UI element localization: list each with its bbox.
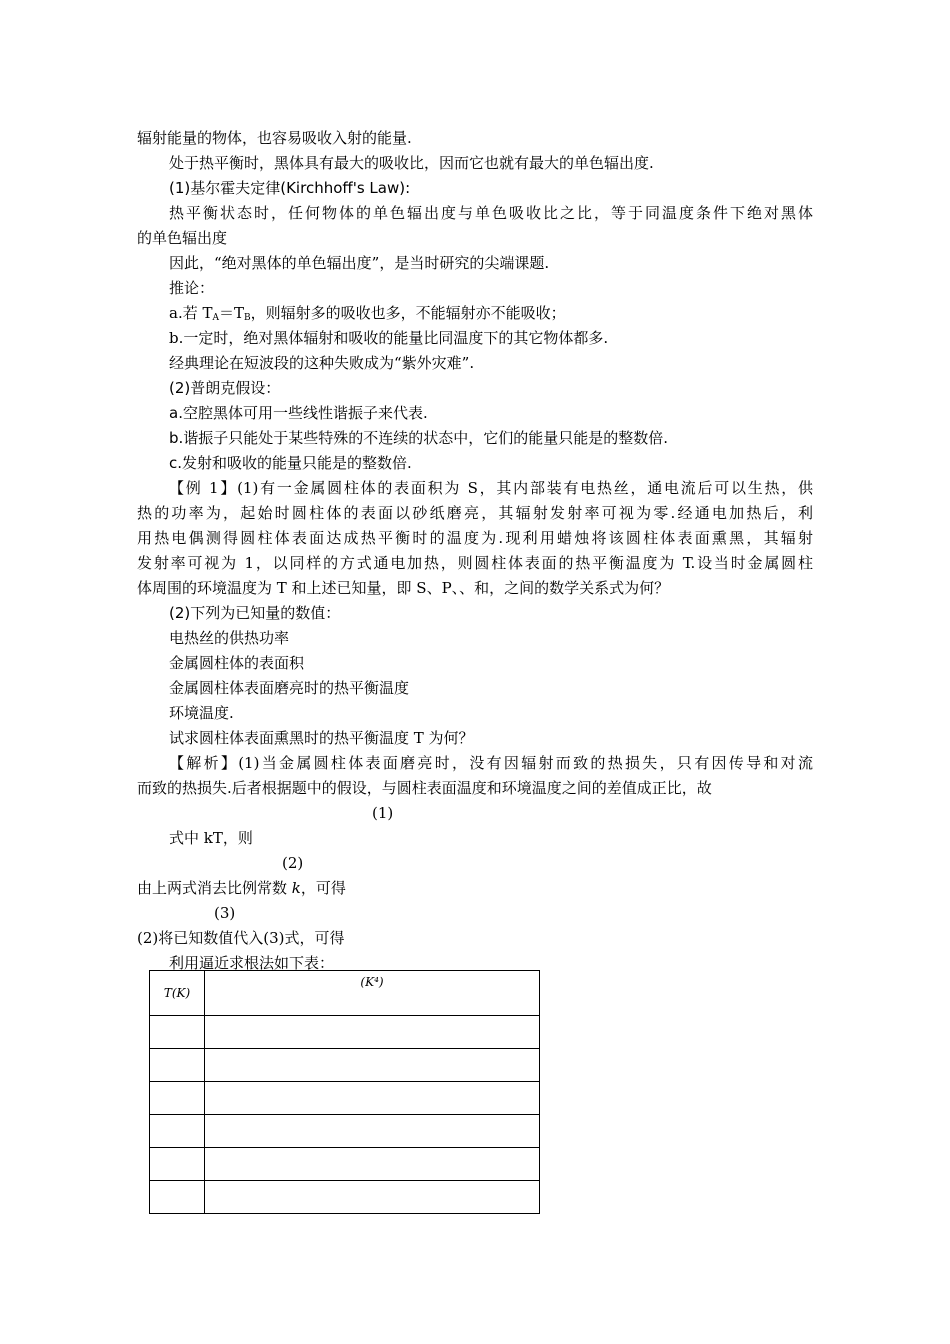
text-line: 电热丝的供热功率 — [169, 629, 290, 647]
example-line: 热的功率为，起始时圆柱体的表面以砂纸磨亮，其辐射发射率可视为零.经通电加热后，利 — [137, 504, 813, 522]
text-line: 推论： — [169, 279, 215, 297]
text-line: b.一定时，绝对黑体辐射和吸收的能量比同温度下的其它物体都多. — [169, 329, 609, 347]
text-fragment: ，则辐射多的吸收也多，不能辐射亦不能吸收； — [250, 304, 566, 322]
variable-k: k — [291, 879, 301, 897]
example-line: 发射率可视为 1，以同样的方式通电加热，则圆柱体表面的热平衡温度为 T.设当时金属圆柱 — [137, 554, 813, 572]
text-line: 利用逼近求根法如下表： — [169, 954, 335, 972]
table-row — [150, 1148, 540, 1181]
text-line: 的单色辐出度 — [137, 229, 228, 247]
subscript: B — [244, 313, 251, 323]
text-fragment: a.若 T — [169, 304, 213, 322]
table-cell — [205, 1148, 540, 1181]
text-line: (2)下列为已知量的数值： — [169, 604, 341, 622]
text-line: 金属圆柱体表面磨亮时的热平衡温度 — [169, 679, 410, 697]
text-line: (2)将已知数值代入(3)式，可得 — [137, 929, 345, 947]
table-cell — [205, 1016, 540, 1049]
example-line: 体周围的环境温度为 T 和上述已知量，即 S、P、、和，之间的数学关系式为何？ — [137, 579, 670, 597]
table-row — [150, 1049, 540, 1082]
equation-number: (3) — [214, 904, 236, 922]
table-cell — [150, 1049, 205, 1082]
header-temperature — [150, 971, 205, 1016]
text-fragment: 由上两式消去比例常数 — [137, 879, 292, 897]
text-line: 经典理论在短波段的这种失败成为“紫外灾难”. — [169, 354, 475, 372]
example-line: 【例 1】(1)有一金属圆柱体的表面积为 S，其内部装有电热丝，通电流后可以生热，供 — [169, 479, 813, 497]
header-value — [205, 971, 540, 1016]
equation-number: (2) — [282, 854, 304, 872]
table-cell — [205, 1082, 540, 1115]
text-line: 环境温度. — [169, 704, 234, 722]
text-line: a.空腔黑体可用一些线性谐振子来代表. — [169, 404, 428, 422]
table-row — [150, 1181, 540, 1214]
table-row — [150, 1082, 540, 1115]
section-heading: (1)基尔霍夫定律(Kirchhoff's Law): — [169, 179, 411, 197]
text-line: 热平衡状态时，任何物体的单色辐出度与单色吸收比之比，等于同温度条件下绝对黑体 — [169, 204, 813, 222]
text-fragment: ＝T — [218, 304, 244, 322]
solution-line: 【解析】(1)当金属圆柱体表面磨亮时，没有因辐射而致的热损失，只有因传导和对流 — [169, 754, 813, 772]
text-fragment: ，可得 — [300, 879, 346, 897]
table-cell — [205, 1115, 540, 1148]
section-heading: (2)普朗克假设： — [169, 379, 281, 397]
text-line: b.谐振子只能处于某些特殊的不连续的状态中，它们的能量只能是的整数倍. — [169, 429, 669, 447]
table-cell — [150, 1016, 205, 1049]
table-cell — [205, 1181, 540, 1214]
table-row — [150, 1115, 540, 1148]
text-line: 试求圆柱体表面熏黑时的热平衡温度 T 为何？ — [169, 729, 474, 747]
text-line: 因此，“绝对黑体的单色辐出度”，是当时研究的尖端课题. — [169, 254, 550, 272]
header-label: T(K) — [163, 986, 191, 1000]
header-label: (K⁴) — [360, 975, 384, 989]
text-line — [137, 878, 346, 898]
text-line — [169, 303, 566, 328]
text-line: c.发射和吸收的能量只能是的整数倍. — [169, 454, 412, 472]
table-cell — [150, 1181, 205, 1214]
text-line: 金属圆柱体的表面积 — [169, 654, 305, 672]
table-header-row — [150, 971, 540, 1016]
text-line: 式中 kT，则 — [169, 829, 253, 847]
solution-line: 而致的热损失.后者根据题中的假设，与圆柱表面温度和环境温度之间的差值成正比，故 — [137, 779, 712, 797]
iteration-table — [149, 970, 540, 1214]
text-line: 辐射能量的物体，也容易吸收入射的能量. — [137, 129, 412, 147]
table-cell — [205, 1049, 540, 1082]
table-cell — [150, 1082, 205, 1115]
table-cell — [150, 1148, 205, 1181]
table-row — [150, 1016, 540, 1049]
subscript: A — [212, 313, 219, 323]
example-line: 用热电偶测得圆柱体表面达成热平衡时的温度为.现利用蜡烛将该圆柱体表面熏黑，其辐射 — [137, 529, 813, 547]
text-line: 处于热平衡时，黑体具有最大的吸收比，因而它也就有最大的单色辐出度. — [169, 154, 654, 172]
table-cell — [150, 1115, 205, 1148]
equation-number: (1) — [372, 804, 394, 822]
